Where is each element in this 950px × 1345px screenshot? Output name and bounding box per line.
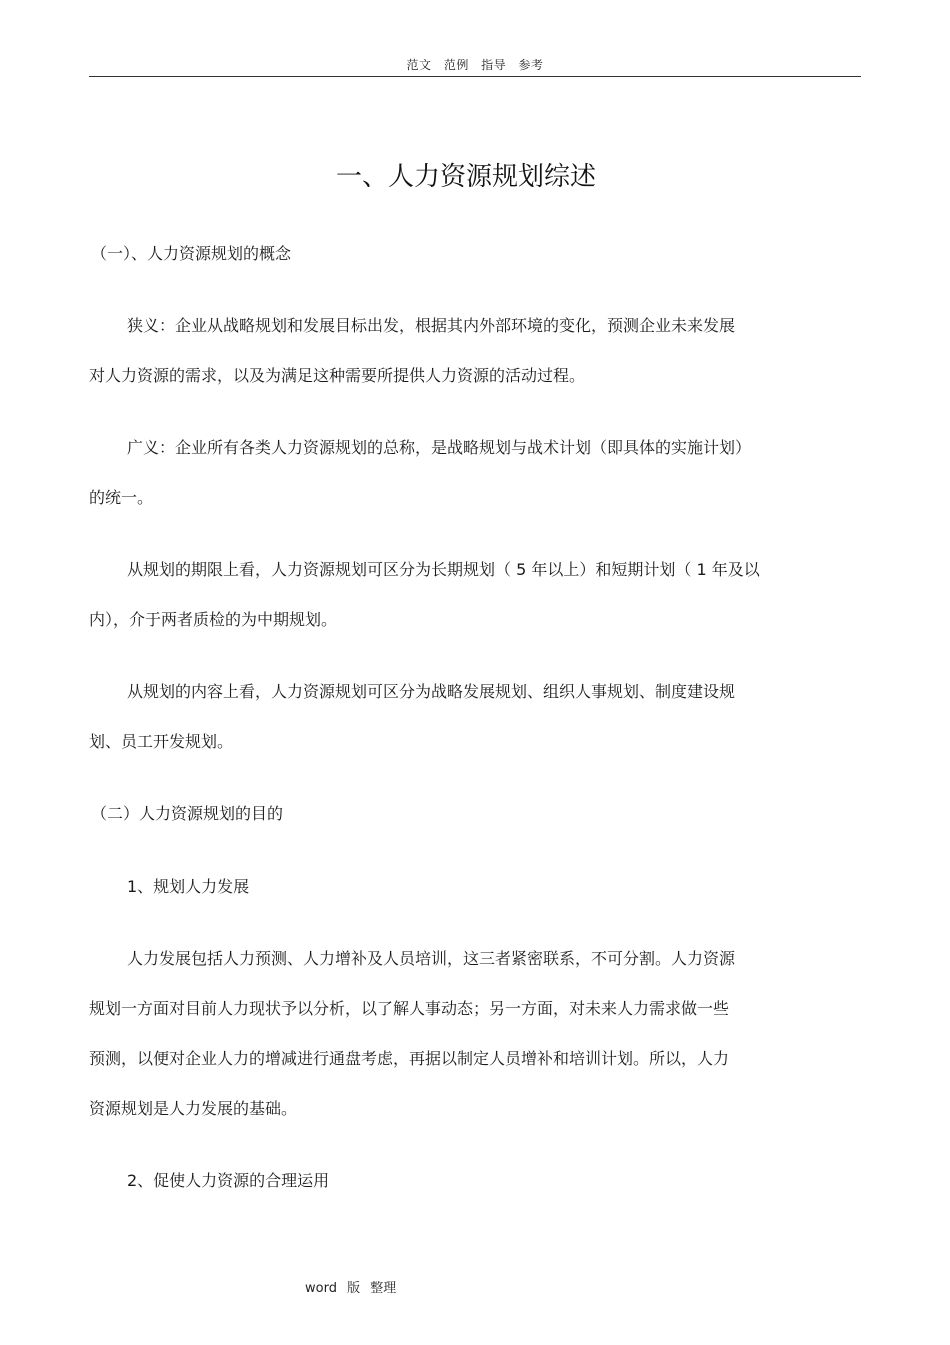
- footer-item-word: word: [305, 1281, 337, 1296]
- section-heading-purpose: （二）人力资源规划的目的: [91, 804, 284, 823]
- section-heading-concept: （一）、人力资源规划的概念: [91, 244, 292, 263]
- page-footer: [305, 1277, 402, 1296]
- header-item-cankao: 参考: [518, 58, 544, 72]
- paragraph-development-line-4: 资源规划是人力发展的基础。: [89, 1099, 298, 1118]
- header-item-zhidao: 指导: [481, 58, 507, 72]
- list-item-2: 2、促使人力资源的合理运用: [127, 1171, 330, 1190]
- list-item-1: 1、规划人力发展: [127, 877, 250, 896]
- paragraph-broad-line-2: 的统一。: [89, 488, 154, 507]
- paragraph-broad-line-1: 广义：企业所有各类人力资源规划的总称，是战略规划与战术计划（即具体的实施计划）: [127, 438, 752, 457]
- paragraph-narrow-line-2: 对人力资源的需求，以及为满足这种需要所提供人力资源的活动过程。: [89, 366, 586, 385]
- paragraph-development-line-3: 预测，以便对企业人力的增减进行通盘考虑，再据以制定人员增补和培训计划。所以，人力: [89, 1049, 730, 1068]
- header-item-fanli: 范例: [443, 58, 469, 72]
- paragraph-development-line-2: 规划一方面对目前人力现状予以分析，以了解人事动态；另一方面，对未来人力需求做一些: [89, 999, 730, 1018]
- footer-item-zhengli: 整理: [370, 1281, 397, 1296]
- header-divider: [89, 76, 861, 77]
- paragraph-content-line-2: 划、员工开发规划。: [89, 732, 234, 751]
- header-item-fanwen: 范文: [406, 58, 432, 72]
- paragraph-term-line-2: 内），介于两者质检的为中期规划。: [89, 610, 338, 629]
- paragraph-narrow-line-1: 狭义：企业从战略规划和发展目标出发，根据其内外部环境的变化，预测企业未来发展: [127, 316, 736, 335]
- paragraph-content-line-1: 从规划的内容上看，人力资源规划可区分为战略发展规划、组织人事规划、制度建设规: [127, 682, 736, 701]
- paragraph-development-line-1: 人力发展包括人力预测、人力增补及人员培训，这三者紧密联系，不可分割。人力资源: [127, 949, 736, 968]
- paragraph-term-line-1: 从规划的期限上看，人力资源规划可区分为长期规划（ 5 年以上）和短期计划（ 1 年及以: [127, 560, 760, 579]
- page-header: [0, 56, 950, 73]
- document-title: 一、人力资源规划综述: [335, 162, 596, 192]
- footer-item-ban: 版: [347, 1281, 361, 1296]
